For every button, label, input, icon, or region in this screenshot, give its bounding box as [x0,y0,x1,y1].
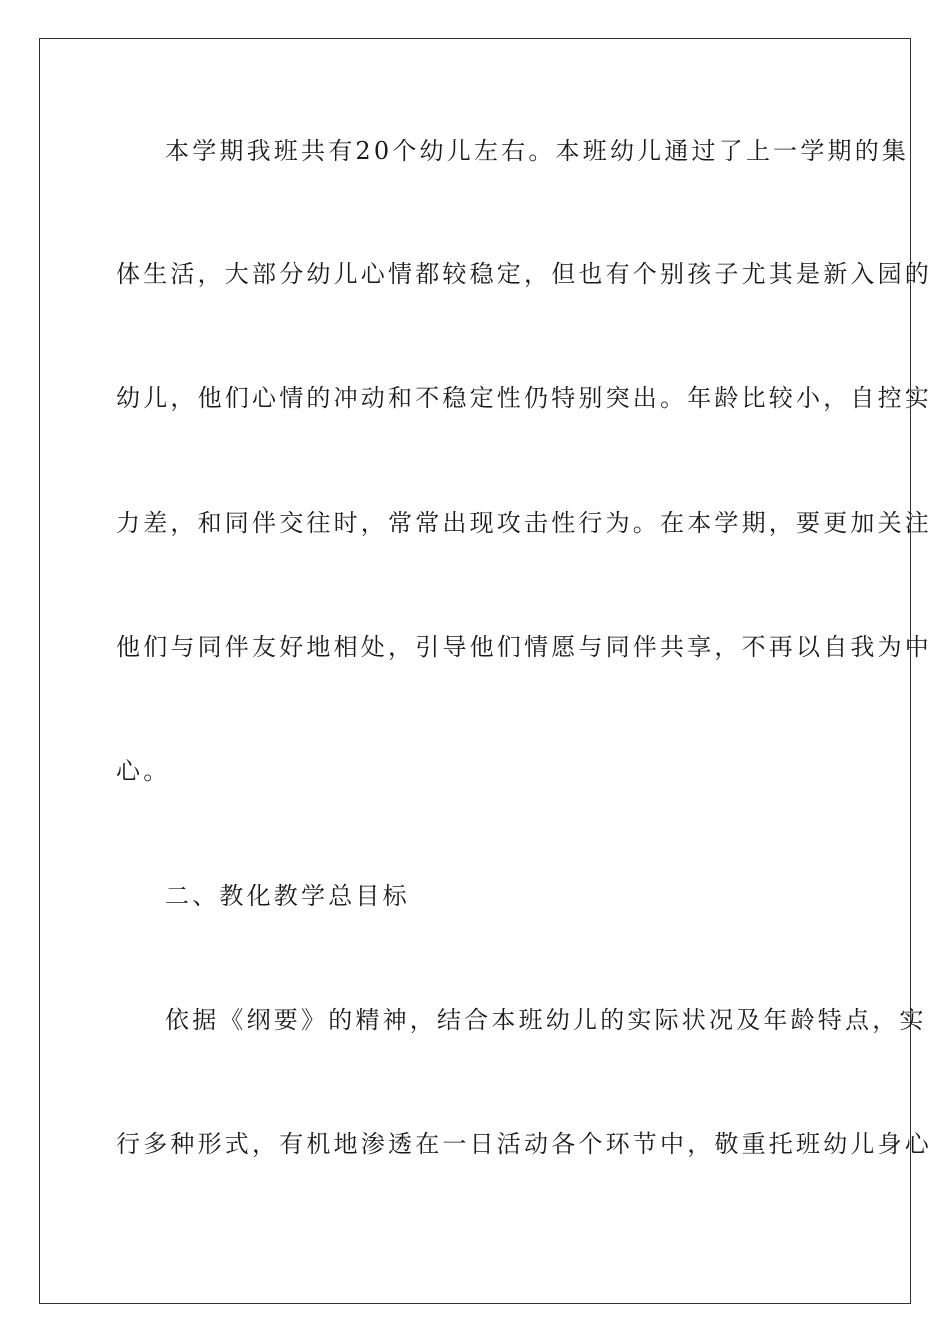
section-heading: 二、教化教学总目标 [165,882,410,910]
paragraph-1-line-2: 体生活，大部分幼儿心情都较稳定，但也有个别孩子尤其是新入园的 [116,260,932,288]
page-frame [39,38,911,1304]
paragraph-2-line-1: 依据《纲要》的精神，结合本班幼儿的实际状况及年龄特点，实 [165,1006,927,1034]
paragraph-1-line-3: 幼儿，他们心情的冲动和不稳定性仍特别突出。年龄比较小，自控实 [116,384,932,412]
paragraph-2-line-2: 行多种形式，有机地渗透在一日活动各个环节中，敬重托班幼儿身心 [116,1130,932,1158]
paragraph-1-line-6: 心。 [116,757,171,785]
paragraph-1-line-4: 力差，和同伴交往时，常常出现攻击性行为。在本学期，要更加关注 [116,509,932,537]
paragraph-1-line-1: 本学期我班共有20个幼儿左右。本班幼儿通过了上一学期的集 [165,137,910,165]
paragraph-1-line-5: 他们与同伴友好地相处，引导他们情愿与同伴共享，不再以自我为中 [116,633,932,661]
